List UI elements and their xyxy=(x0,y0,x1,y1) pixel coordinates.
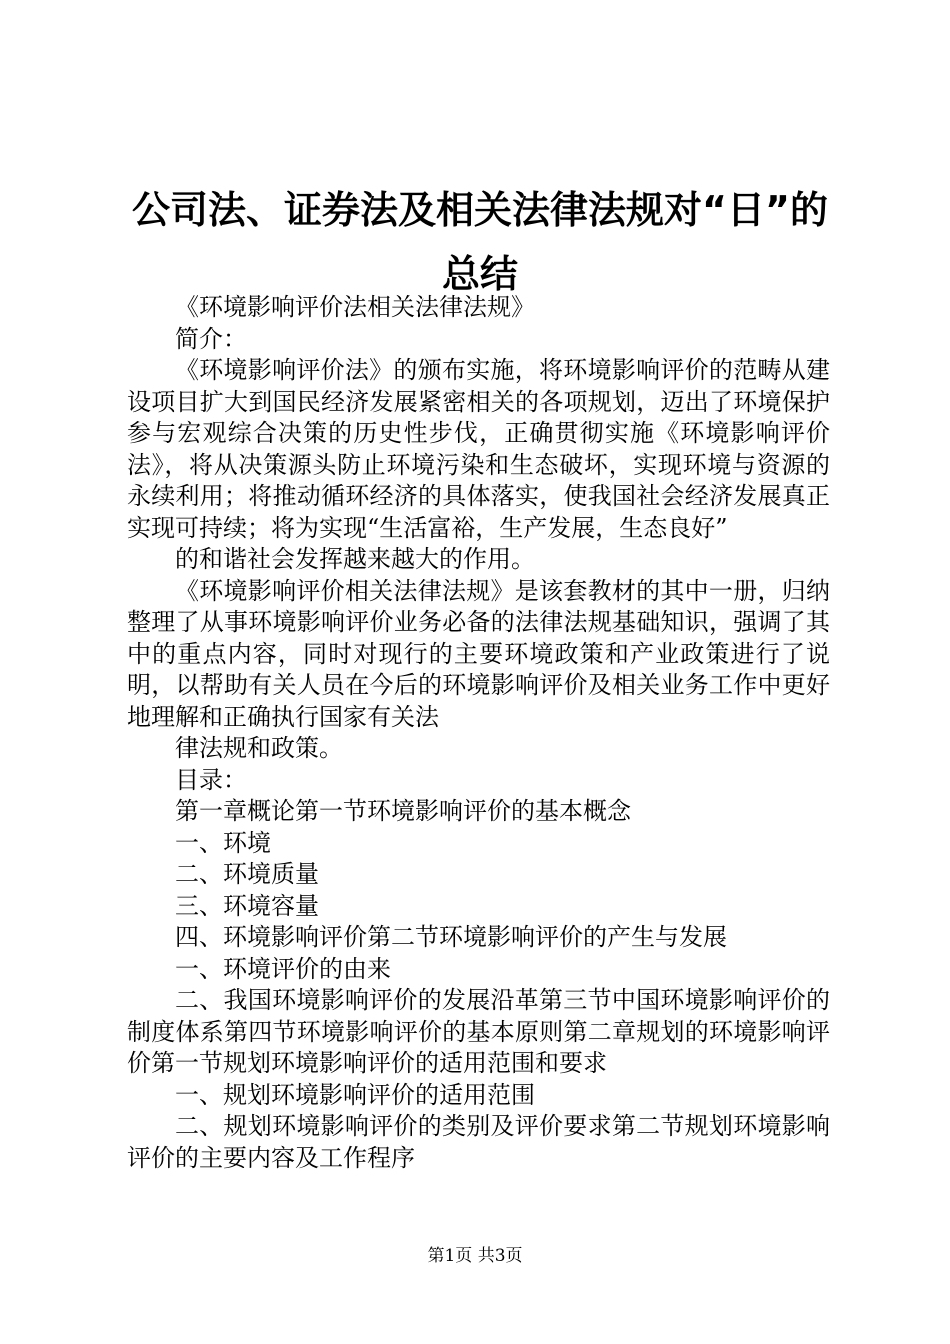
paragraph-toc-heading: 目录： xyxy=(175,765,247,794)
paragraph-book-title: 《环境影响评价法相关法律法规》 xyxy=(175,293,535,321)
paragraph-description-continuation: 律法规和政策。 xyxy=(175,734,343,762)
toc-item: 二、环境质量 xyxy=(175,860,319,888)
document-title: 公司法、证券法及相关法律法规对“日”的总结 xyxy=(132,188,828,296)
document-body xyxy=(127,292,830,1174)
paragraph-book-description: 《环境影响评价相关法律法规》是该套教材的其中一册，归纳整理了从事环境影响评价业务必备的法律法规基础知识，强调了其中的重点内容，同时对现行的主要环境政策和产业政策进行了说明，以帮助有关人员在今后的环境影响评价及相关业务工作中更好地理解和正确执行国家有关法 xyxy=(127,576,830,731)
toc-item: 一、规划环境影响评价的适用范围 xyxy=(175,1080,535,1109)
paragraph-intro-continuation: 的和谐社会发挥越来越大的作用。 xyxy=(175,545,535,573)
paragraph-intro-body: 《环境影响评价法》的颁布实施，将环境影响评价的范畴从建设项目扩大到国民经济发展紧密相关的各项规划，迈出了环境保护参与宏观综合决策的历史性步伐，正确贯彻实施《环境影响评价法》，将从决策源头防止环境污染和生态破坏，实现环境与资源的永续利用；将推动循环经济的具体落实，使我国社会经济发展真正实现可持续；将为实现“生活富裕，生产发展，生态良好” xyxy=(127,356,830,542)
toc-item: 一、环境评价的由来 xyxy=(175,954,391,983)
toc-item: 四、环境影响评价第二节环境影响评价的产生与发展 xyxy=(175,923,727,951)
toc-item: 二、我国环境影响评价的发展沿革第三节中国环境影响评价的制度体系第四节环境影响评价的基本原则第二章规划的环境影响评价第一节规划环境影响评价的适用范围和要求 xyxy=(127,986,830,1077)
page-number-footer: 第1页 共3页 xyxy=(427,1246,523,1266)
paragraph-intro-heading: 简介： xyxy=(175,324,247,353)
toc-item: 一、环境 xyxy=(175,828,271,857)
toc-item: 二、规划环境影响评价的类别及评价要求第二节规划环境影响评价的主要内容及工作程序 xyxy=(127,1112,830,1172)
toc-item: 三、环境容量 xyxy=(175,891,319,920)
toc-item: 第一章概论第一节环境影响评价的基本概念 xyxy=(175,797,631,825)
